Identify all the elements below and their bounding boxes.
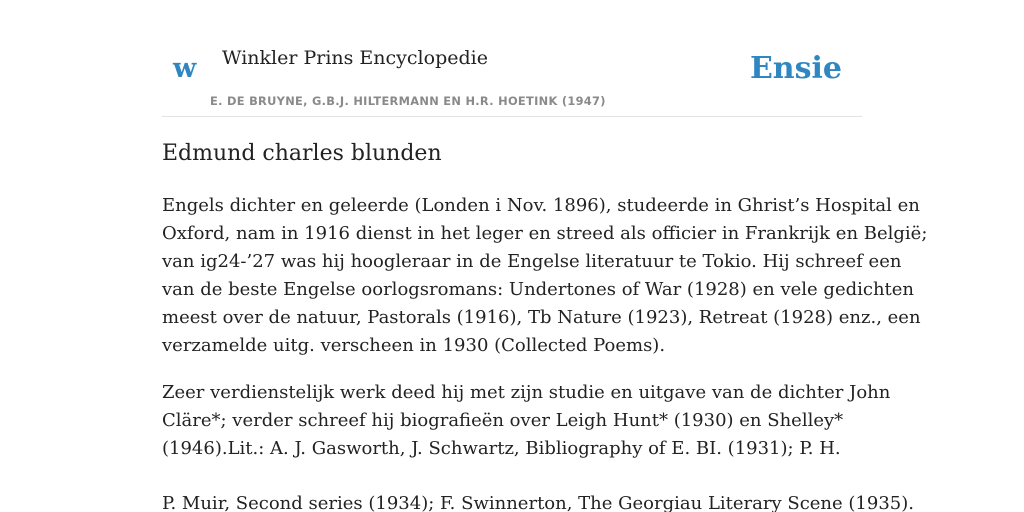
article-paragraph-3 — [162, 490, 914, 512]
article-paragraph-2 — [162, 379, 891, 463]
paragraph-line: Zeer verdienstelijk werk deed hij met zijn studie en uitgave van de dichter John — [162, 382, 891, 403]
paragraph-line: (1946).Lit.: A. J. Gasworth, J. Schwartz, Bibliography of E. BI. (1931); P. H. — [162, 438, 841, 459]
article-paragraph-1 — [162, 192, 928, 360]
paragraph-line: Oxford, nam in 1916 dienst in het leger en streed als officier in Frankrijk en België; — [162, 223, 928, 244]
paragraph-line: Engels dichter en geleerde (Londen i Nov. 1896), studeerde in Ghrist’s Hospital en — [162, 195, 920, 216]
article-content — [162, 138, 928, 512]
entry-title: Edmund charles blunden — [162, 141, 442, 166]
paragraph-line: van ig24-’27 was hij hoogleraar in de Engelse literatuur te Tokio. Hij schreef een — [162, 251, 902, 272]
publication-authors: E. DE BRUYNE, G.B.J. HILTERMANN EN H.R. HOETINK (1947) — [210, 94, 606, 108]
paragraph-line: Cläre*; verder schreef hij biografieën over Leigh Hunt* (1930) en Shelley* — [162, 410, 844, 431]
paragraph-line: verzamelde uitg. verscheen in 1930 (Collected Poems). — [162, 335, 666, 356]
ensie-brand-link[interactable]: Ensie — [749, 51, 842, 86]
paragraph-line: P. Muir, Second series (1934); F. Swinnerton, The Georgiau Literary Scene (1935). — [162, 493, 914, 512]
paragraph-line: meest over de natuur, Pastorals (1916), Tb Nature (1923), Retreat (1928) enz., een — [162, 307, 921, 328]
encyclopedia-header — [162, 0, 862, 117]
winkler-prins-logo[interactable]: w — [173, 53, 197, 84]
publication-title[interactable]: Winkler Prins Encyclopedie — [222, 47, 488, 69]
paragraph-line: van de beste Engelse oorlogsromans: Undertones of War (1928) en vele gedichten — [162, 279, 915, 300]
